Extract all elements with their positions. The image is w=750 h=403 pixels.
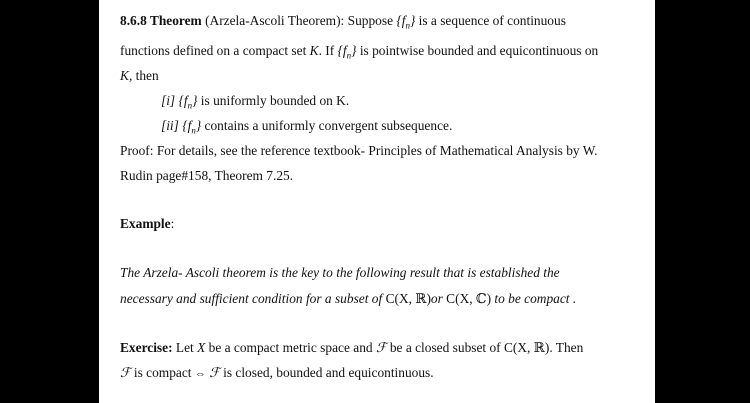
example-line-2: necessary and sufficient condition for a subset of C(X, ℝ)or C(X, ℂ) to be compact . — [120, 291, 577, 306]
exercise-label: Exercise: — [120, 340, 173, 355]
theorem-number: 8.6.8 Theorem — [120, 13, 202, 28]
proof-line-2: Rudin page#158, Theorem 7.25. — [120, 168, 294, 183]
exercise-line-1: Exercise: Let X be a compact metric space and ℱ be a closed subset of C(X, ℝ). Then — [120, 340, 584, 355]
sequence-fn: $\{f_n\}$ — [396, 13, 416, 31]
iff-symbol: ⇔ — [194, 368, 206, 380]
proof-line-1: Proof: For details, see the reference textbook- Principles of Mathematical Analysis by W. — [120, 143, 598, 158]
theorem-line-1: 8.6.8 Theorem (Arzela-Ascoli Theorem): Suppose $\{f_n\}$ is a sequence of continuous — [120, 13, 566, 31]
example-heading: Example: — [120, 216, 175, 231]
theorem-item-2: [ii] $\{f_n\}$ contains a uniformly convergent subsequence. — [161, 118, 453, 136]
theorem-line-2: functions defined on a compact set K. If $\{f_n\}$ is pointwise bounded and equicontinuous on — [120, 43, 599, 61]
exercise-line-2: ℱ is compact ⇔ ℱ is closed, bounded and equicontinuous. — [120, 365, 434, 380]
theorem-name: (Arzela-Ascoli Theorem): — [205, 13, 345, 28]
example-line-1: The Arzela- Ascoli theorem is the key to the following result that is established the — [120, 265, 560, 280]
document-page — [99, 0, 655, 403]
theorem-line-3: K, then — [120, 68, 159, 83]
sequence-fn: $\{f_n\}$ — [337, 43, 357, 61]
theorem-item-1: [i] $\{f_n\}$ is uniformly bounded on K. — [161, 93, 350, 111]
